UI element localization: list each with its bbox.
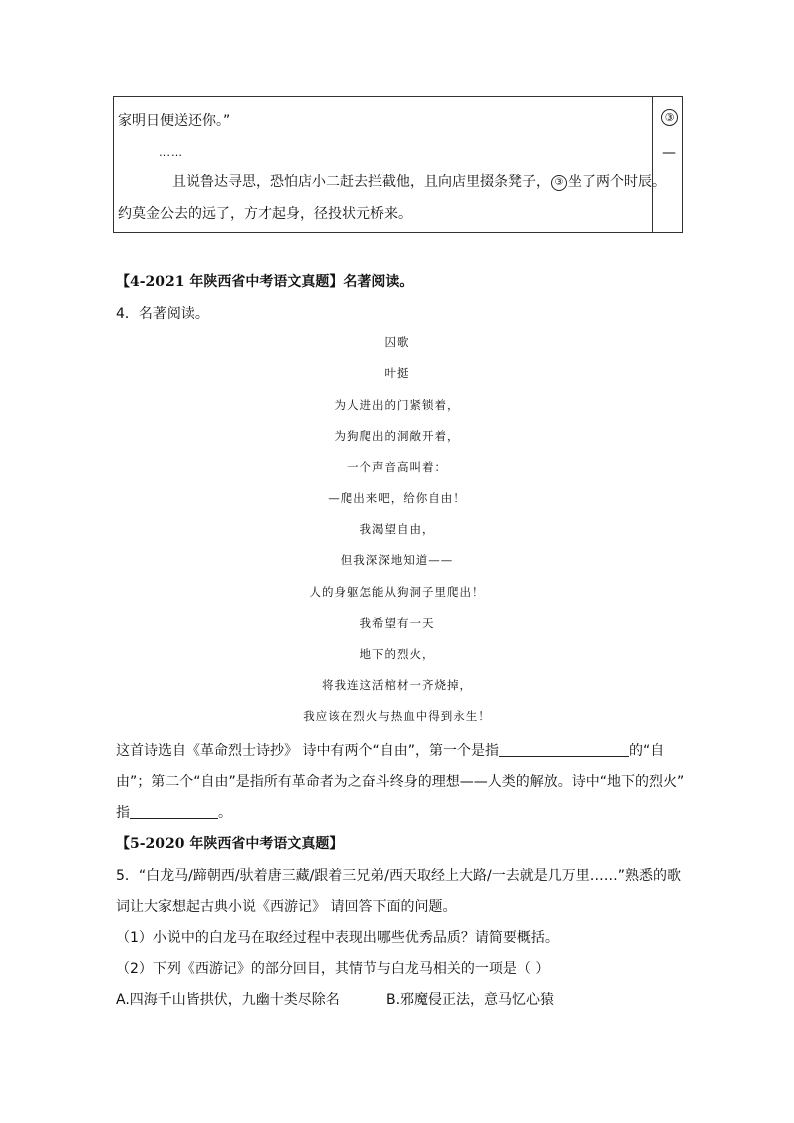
annotation-marker-3: ③	[661, 109, 678, 126]
box-column-divider	[652, 97, 653, 232]
passage-marker-3: ③	[551, 175, 567, 191]
q4-question-line-2: 由”；第二个“自由”是指所有革命者为之奋斗终身的理想——人类的解放。诗中“地下的烈火”	[116, 774, 685, 790]
q5-line-2: 词让大家想起古典小说《西游记》 请回答下面的问题。	[116, 899, 457, 915]
poem-line: 一个声音高叫着：	[347, 460, 447, 474]
q4-question-line-3	[116, 802, 232, 822]
passage-line-2-post: 坐了两个时辰。	[568, 174, 666, 190]
q4-heading: 【4-2021 年陕西省中考语文真题】名著阅读。	[116, 274, 414, 290]
q4-intro: 4．名著阅读。	[116, 306, 209, 322]
poem-line: 将我连这活棺材一齐烧掉，	[322, 678, 472, 692]
annotation-blank-dash: —	[662, 145, 676, 161]
q5-option-b: B.邪魔侵正法，意马忆心猿	[386, 992, 555, 1008]
q5-heading: 【5-2020 年陕西省中考语文真题】	[116, 836, 344, 852]
poem-line: 我应该在烈火与热血中得到永生！	[303, 709, 491, 723]
passage-ellipsis: ……	[159, 146, 183, 159]
poem-line: 人的身躯怎能从狗洞子里爬出！	[309, 585, 485, 599]
answer-blank-1[interactable]	[499, 742, 629, 757]
poem-line: 但我深深地知道——	[340, 553, 454, 567]
poem-line: 为狗爬出的洞敞开着，	[334, 429, 460, 443]
passage-line-3: 约莫金公去的远了，方才起身，径投状元桥来。	[118, 206, 412, 222]
q4-question-line-1	[116, 740, 664, 760]
poem-line: —爬出来吧，给你自由！	[328, 491, 466, 505]
q5-subquestion-2: （2）下列《西游记》的部分回目，其情节与白龙马相关的一项是（ ）	[116, 961, 550, 977]
poem-title: 囚歌	[384, 335, 410, 349]
quoted-passage-box	[113, 96, 683, 233]
passage-line-2-pre: 且说鲁达寻思，恐怕店小二赶去拦截他，且向店里掇条凳子，	[172, 174, 550, 190]
passage-line-2	[172, 171, 666, 191]
q4-question-text-b: 的“自	[628, 743, 665, 759]
q4-question-text-a: 这首诗选自《革命烈士诗抄》 诗中有两个“自由”，第一个是指	[116, 743, 499, 759]
poem-author: 叶挺	[384, 366, 410, 380]
poem-line: 地下的烈火，	[359, 647, 435, 661]
q4-question-text-c: 指	[116, 805, 130, 821]
q5-option-a: A.四海千山皆拱伏，九幽十类尽除名	[116, 992, 340, 1008]
passage-line-1: 家明日便送还你。”	[118, 113, 231, 129]
q5-subquestion-1: （1）小说中的白龙马在取经过程中表现出哪些优秀品质？请简要概括。	[116, 930, 559, 946]
q5-line-1: 5．“白龙马/蹄朝西/驮着唐三藏/跟着三兄弟/西天取经上大路/一去就是几万里……”熟悉的歌	[116, 868, 681, 884]
poem-line: 我渴望自由，	[359, 522, 435, 536]
q4-question-text-d: 。	[218, 805, 232, 821]
poem-line: 我希望有一天	[359, 616, 435, 630]
poem-line: 为人进出的门紧锁着，	[334, 398, 460, 412]
answer-blank-2[interactable]	[130, 804, 218, 819]
